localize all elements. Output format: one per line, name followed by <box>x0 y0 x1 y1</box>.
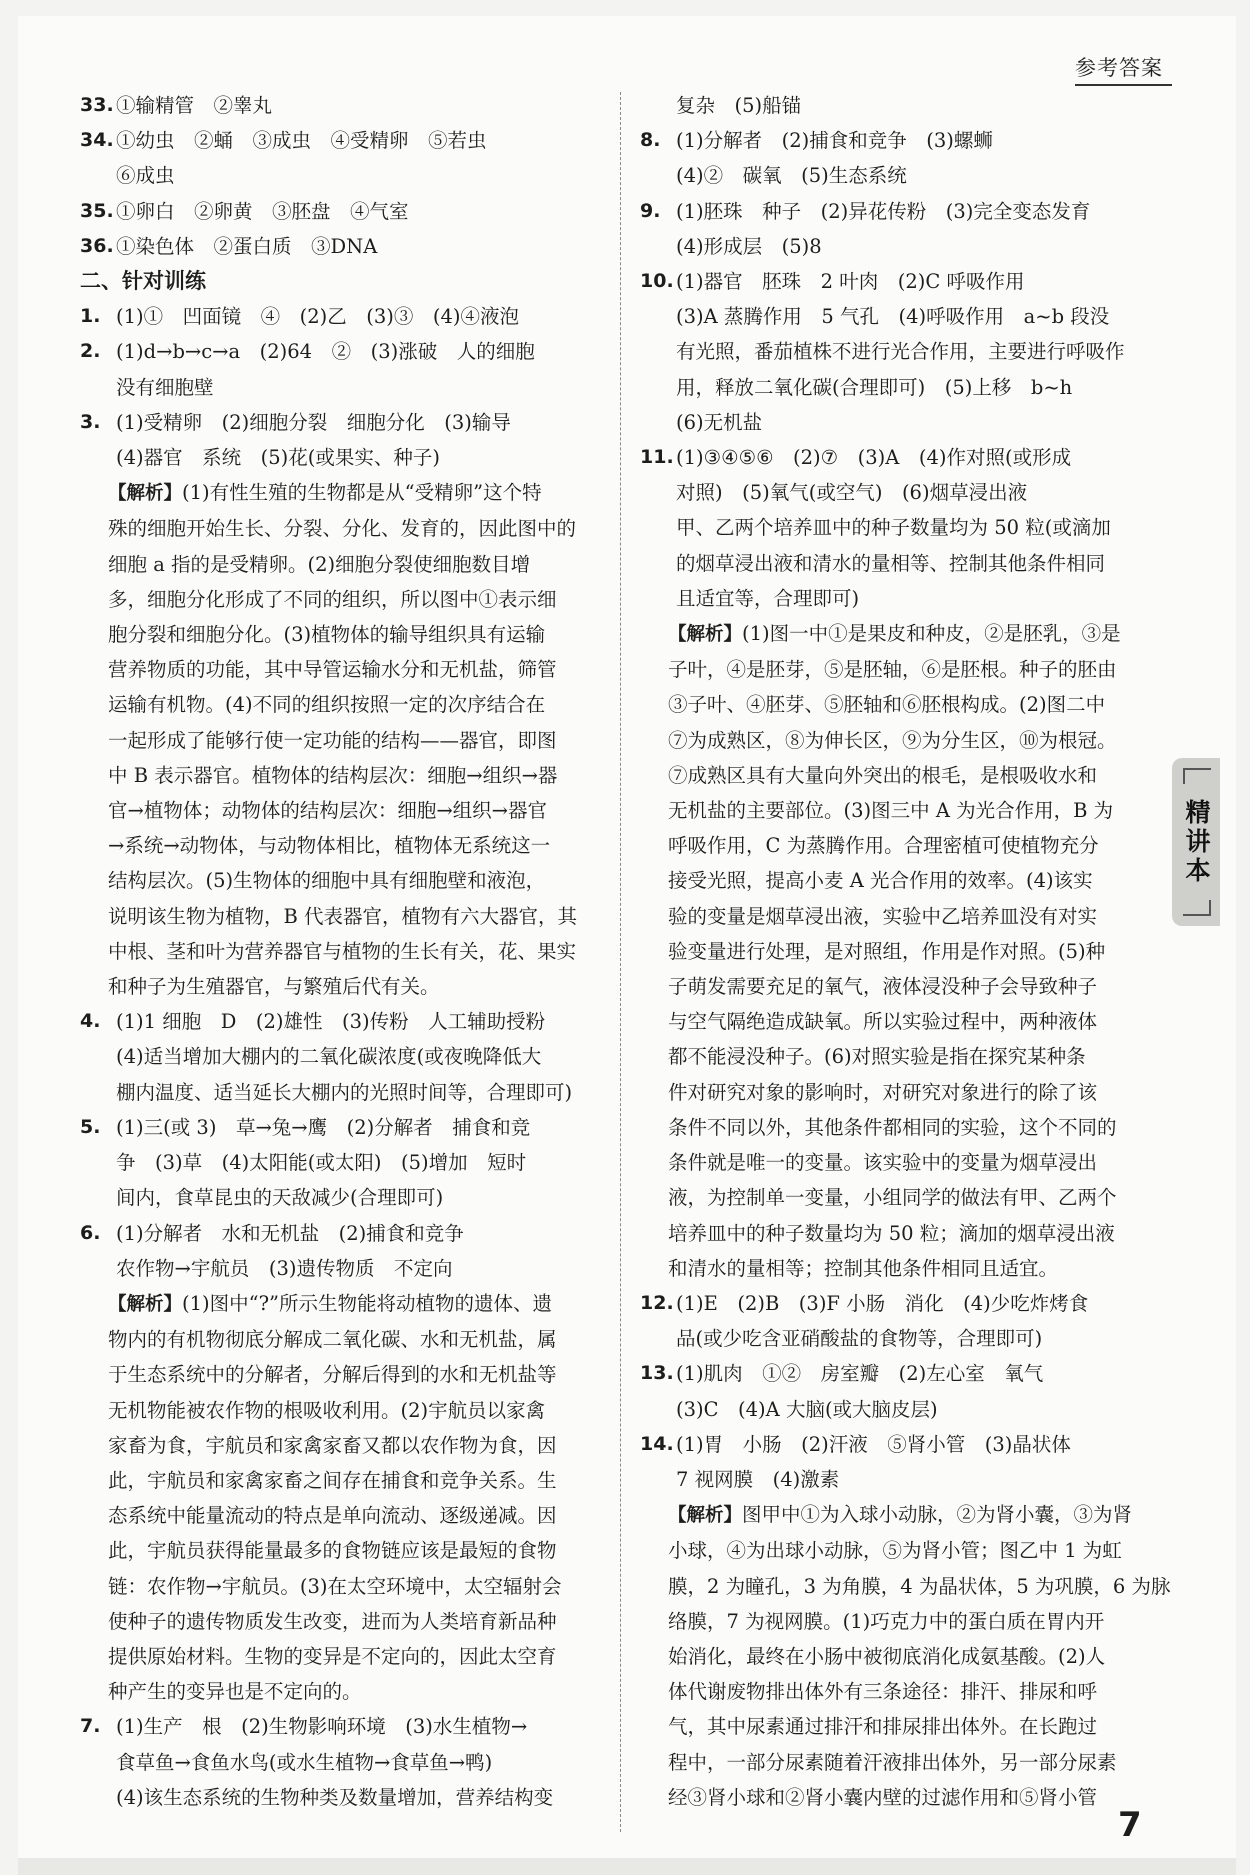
answer-number: 1. <box>80 305 101 328</box>
explanation-line: 接受光照，提高小麦 A 光合作用的效率。(4)该实 <box>668 869 1093 893</box>
answer-item <box>640 264 1160 440</box>
answer-line: 的烟草浸出液和清水的量相等、控制其他条件相同 <box>676 551 1106 575</box>
answer-number: 4. <box>80 1010 101 1033</box>
answer-line: ①输精管 ②睾丸 <box>116 94 273 117</box>
explanation-line: 殊的细胞开始生长、分裂、分化、发育的，因此图中的 <box>108 517 577 541</box>
answer-number: 33. <box>80 94 114 116</box>
answer-number: 8. <box>640 129 661 152</box>
explanation-line: 子萌发需要充足的氧气，液体浸没种子会导致种子 <box>668 975 1098 999</box>
explanation-tag: 【解析】 <box>108 483 183 505</box>
answer-line: 7 视网膜 (4)激素 <box>676 1467 840 1491</box>
explanation-line: 体代谢废物排出体外有三条途径：排汗、排尿和呼 <box>668 1680 1098 1704</box>
explanation-line <box>108 1286 605 1322</box>
answer-line: ①卵白 ②卵黄 ③胚盘 ④气室 <box>116 199 409 223</box>
explanation-line: 胞分裂和细胞分化。(3)植物体的输导组织具有运输 <box>108 623 546 647</box>
header-rule <box>1075 84 1172 86</box>
explanation-14 <box>668 1497 1171 1815</box>
answer-body <box>116 88 605 123</box>
explanation-line: 说明该生物为植物，B 代表器官，植物有六大器官，其 <box>108 904 578 928</box>
explanation-line: 一起形成了能够行使一定功能的结构——器官，即图 <box>108 728 557 752</box>
answer-line: 食草鱼→食鱼水鸟(或水生植物→食草鱼→鸭) <box>116 1750 493 1774</box>
explanation-line: 和种子为生殖器官，与繁殖后代有关。 <box>108 975 440 999</box>
answer-body <box>116 299 605 334</box>
explanation-line <box>108 475 605 511</box>
explanation-line: 验的变量是烟草浸出液，实验中乙培养皿没有对实 <box>668 904 1098 928</box>
answer-line: (6)无机盐 <box>676 410 763 434</box>
explanation-line: ⑦为成熟区，⑧为伸长区，⑨为分生区，⑩为根冠。 <box>668 728 1117 752</box>
answer-body <box>116 194 605 229</box>
side-tab-bracket-bottom <box>1183 900 1211 916</box>
explanation-text: (1)有性生殖的生物都是从“受精卵”这个特 <box>182 481 542 505</box>
answer-line: 品(或少吃含亚硝酸盐的食物等，合理即可) <box>676 1327 1043 1351</box>
explanation-line: 中根、茎和叶为营养器官与植物的生长有关，花、果实 <box>108 939 577 963</box>
explanation-line: 无机物能被农作物的根吸收利用。(2)宇航员以家禽 <box>108 1398 546 1422</box>
answer-body <box>116 1004 605 1110</box>
explanation-text: (1)图中“?”所示生物能将动植物的遗体、遗 <box>182 1291 553 1315</box>
continued-answer-7 <box>676 88 1160 123</box>
explanation-line: 和清水的量相等；控制其他条件相同且适宜。 <box>668 1256 1059 1280</box>
explanation-line: 膜，2 为瞳孔，3 为角膜，4 为晶状体，5 为巩膜，6 为脉 <box>668 1574 1171 1598</box>
explanation-6 <box>108 1286 605 1709</box>
explanation-line: 程中，一部分尿素随着汗液排出体外，另一部分尿素 <box>668 1750 1117 1774</box>
explanation-line: 营养物质的功能，其中导管运输水分和无机盐，筛管 <box>108 658 557 682</box>
answer-body <box>116 229 605 264</box>
answer-item <box>640 440 1160 616</box>
answer-number: 12. <box>640 1291 674 1314</box>
explanation-line: 种产生的变异也是不定向的。 <box>108 1680 362 1704</box>
answer-number: 34. <box>80 129 114 152</box>
answer-line: (1)胚珠 种子 (2)异花传粉 (3)完全变态发育 <box>676 199 1091 223</box>
answer-line: (4)器官 系统 (5)花(或果实、种子) <box>116 446 440 470</box>
explanation-line: 于生态系统中的分解者，分解后得到的水和无机盐等 <box>108 1363 557 1387</box>
answer-item <box>80 1216 605 1286</box>
answer-line: 用，释放二氧化碳(合理即可) (5)上移 b~h <box>676 375 1073 399</box>
explanation-line: 细胞 a 指的是受精卵。(2)细胞分裂使细胞数目增 <box>108 552 531 576</box>
answer-line: (4)该生态系统的生物种类及数量增加，营养结构变 <box>116 1785 554 1809</box>
answer-line: 争 (3)草 (4)太阳能(或太阳) (5)增加 短时 <box>116 1151 527 1175</box>
answer-line: (1)1 细胞 D (2)雄性 (3)传粉 人工辅助授粉 <box>116 1010 546 1034</box>
explanation-tag: 【解析】 <box>108 1293 183 1315</box>
explanation-line: 呼吸作用，C 为蒸腾作用。合理密植可使植物充分 <box>668 834 1099 858</box>
answer-body <box>676 1427 1160 1497</box>
answer-line: ⑥成虫 <box>116 164 175 188</box>
answer-item <box>640 1356 1160 1426</box>
explanation-line: 物内的有机物彻底分解成二氧化碳、水和无机盐，属 <box>108 1328 557 1352</box>
explanation-line: 液，为控制单一变量，小组同学的做法有甲、乙两个 <box>668 1186 1117 1210</box>
answer-item <box>80 405 605 475</box>
answer-line: (1)肌肉 ①② 房室瓣 (2)左心室 氧气 <box>676 1362 1044 1386</box>
answer-line: ①染色体 ②蛋白质 ③DNA <box>116 234 378 258</box>
page-number: 7 <box>1118 1805 1142 1845</box>
answer-line: (1)d→b→c→a (2)64 ② (3)涨破 人的细胞 <box>116 340 535 364</box>
answer-line: 没有细胞壁 <box>116 375 214 399</box>
right-column <box>640 88 1171 1815</box>
explanation-line: 链：农作物→宇航员。(3)在太空环境中，太空辐射会 <box>108 1574 562 1598</box>
explanation-line: 验变量进行处理，是对照组，作用是作对照。(5)种 <box>668 939 1106 963</box>
explanation-line: 条件就是唯一的变量。该实验中的变量为烟草浸出 <box>668 1151 1098 1175</box>
answer-line: (1)③④⑤⑥ (2)⑦ (3)A (4)作对照(或形成 <box>676 446 1072 470</box>
answer-number: 35. <box>80 199 114 222</box>
explanation-line: 态系统中能量流动的特点是单向流动、逐级递减。因 <box>108 1504 557 1528</box>
answer-body <box>116 123 605 193</box>
explanation-line: 复杂 (5)船锚 <box>676 94 802 117</box>
explanation-line: ⑦成熟区具有大量向外突出的根毛，是根吸收水和 <box>668 763 1098 787</box>
explanation-line: 经③肾小球和②肾小囊内壁的过滤作用和⑤肾小管 <box>668 1785 1098 1809</box>
explanation-text: 图甲中①为入球小动脉，②为肾小囊，③为肾 <box>742 1503 1133 1527</box>
answer-line: (1)胃 小肠 (2)汗液 ⑤肾小管 (3)晶状体 <box>676 1432 1071 1456</box>
explanation-line: →系统→动物体，与动物体相比，植物体无系统这一 <box>108 834 551 858</box>
answer-body <box>116 1709 605 1815</box>
section-title: 二、针对训练 <box>80 269 206 294</box>
answer-line: (1)E (2)B (3)F 小肠 消化 (4)少吃炸烤食 <box>676 1291 1089 1315</box>
answer-item <box>640 194 1160 264</box>
answer-body <box>116 405 605 475</box>
explanation-text: (1)图一中①是果皮和种皮，②是胚乳，③是 <box>742 622 1121 646</box>
answer-line: (3)A 蒸腾作用 5 气孔 (4)呼吸作用 a~b 段没 <box>676 305 1110 329</box>
answer-item <box>640 1286 1160 1356</box>
explanation-line: 子叶，④是胚芽，⑤是胚轴，⑥是胚根。种子的胚由 <box>668 658 1117 682</box>
explanation-line: 家畜为食，宇航员和家禽家畜又都以农作物为食，因 <box>108 1433 557 1457</box>
answer-line: 间内，食草昆虫的天敌减少(合理即可) <box>116 1186 444 1210</box>
answer-line: (3)C (4)A 大脑(或大脑皮层) <box>676 1397 938 1421</box>
answer-line: 甲、乙两个培养皿中的种子数量均为 50 粒(或滴加 <box>676 516 1111 540</box>
answer-body <box>116 1216 605 1286</box>
answer-body <box>676 264 1160 440</box>
answer-item <box>80 1709 605 1815</box>
explanation-line: 条件不同以外，其他条件都相同的实验，这个不同的 <box>668 1115 1117 1139</box>
explanation-line: 运输有机物。(4)不同的组织按照一定的次序结合在 <box>108 693 546 717</box>
answer-body <box>676 1286 1160 1356</box>
answer-line: (1)三(或 3) 草→兔→鹰 (2)分解者 捕食和竞 <box>116 1115 531 1139</box>
answer-line: (1)分解者 (2)捕食和竞争 (3)螺蛳 <box>676 129 993 153</box>
explanation-line <box>668 616 1160 652</box>
answer-line: 对照) (5)氧气(或空气) (6)烟草浸出液 <box>676 481 1028 505</box>
explanation-line: 件对研究对象的影响时，对研究对象进行的除了该 <box>668 1080 1098 1104</box>
answer-number: 36. <box>80 234 114 257</box>
column-divider <box>620 92 621 1832</box>
header-label: 参考答案 <box>1075 56 1163 80</box>
explanation-tag: 【解析】 <box>668 624 743 646</box>
answer-item <box>80 1004 605 1110</box>
answer-body <box>676 440 1160 616</box>
explanation-line: 气，其中尿素通过排汗和排尿排出体外。在长跑过 <box>668 1715 1098 1739</box>
explanation-line: 多，细胞分化形成了不同的组织，所以图中①表示细 <box>108 587 557 611</box>
answer-number: 5. <box>80 1115 101 1138</box>
explanation-line: ③子叶、④胚芽、⑤胚轴和⑥胚根构成。(2)图二中 <box>668 693 1106 717</box>
explanation-tag: 【解析】 <box>668 1505 743 1527</box>
explanation-line <box>668 1497 1160 1533</box>
answer-line: (1)受精卵 (2)细胞分裂 细胞分化 (3)输导 <box>116 410 511 434</box>
answer-line: 且适宜等，合理即可) <box>676 586 860 610</box>
answer-item <box>80 123 605 193</box>
answer-line: (4)② 碳氧 (5)生态系统 <box>676 164 907 188</box>
explanation-line: 无机盐的主要部位。(3)图三中 A 为光合作用，B 为 <box>668 799 1114 823</box>
answer-number: 2. <box>80 340 101 363</box>
answer-item <box>80 194 605 229</box>
explanation-line: 官→植物体；动物体的结构层次：细胞→组织→器官 <box>108 799 548 823</box>
answer-item <box>640 123 1160 193</box>
bottom-edge <box>18 1858 1236 1875</box>
explanation-11 <box>668 616 1160 1286</box>
answer-number: 3. <box>80 410 101 433</box>
answer-line: (4)形成层 (5)8 <box>676 234 822 258</box>
answer-body <box>676 123 1160 193</box>
answer-item <box>640 1427 1160 1497</box>
explanation-line: 小球，④为出球小动脉，⑤为肾小管；图乙中 1 为虹 <box>668 1539 1122 1563</box>
answer-item <box>80 299 605 334</box>
answer-line: (1)分解者 水和无机盐 (2)捕食和竞争 <box>116 1221 464 1245</box>
side-tab-bracket-top <box>1183 768 1211 784</box>
answer-body <box>116 334 605 404</box>
answer-number: 10. <box>640 270 674 293</box>
answer-item <box>80 229 605 264</box>
explanation-line: 中 B 表示器官。植物体的结构层次：细胞→组织→器 <box>108 763 558 787</box>
answer-line: (1)① 凹面镜 ④ (2)乙 (3)③ (4)④液泡 <box>116 305 519 329</box>
answer-number: 11. <box>640 446 674 469</box>
explanation-line: 提供原始材料。生物的变异是不定向的，因此太空育 <box>108 1644 557 1668</box>
answer-number: 14. <box>640 1432 674 1455</box>
answer-line: ①幼虫 ②蛹 ③成虫 ④受精卵 ⑤若虫 <box>116 129 487 153</box>
explanation-line: 都不能浸没种子。(6)对照实验是指在探究某种条 <box>668 1045 1086 1069</box>
answer-line: 农作物→宇航员 (3)遗传物质 不定向 <box>116 1256 453 1280</box>
answer-line: (1)器官 胚珠 2 叶肉 (2)C 呼吸作用 <box>676 270 1025 294</box>
answer-item <box>80 88 605 123</box>
answer-number: 6. <box>80 1221 101 1244</box>
answer-item <box>80 1110 605 1216</box>
answer-item <box>80 334 605 404</box>
explanation-line: 络膜，7 为视网膜。(1)巧克力中的蛋白质在胃内开 <box>668 1609 1105 1633</box>
answer-body <box>116 1110 605 1216</box>
explanation-line: 结构层次。(5)生物体的细胞中具有细胞壁和液泡， <box>108 869 546 893</box>
answer-line: 有光照，番茄植株不进行光合作用，主要进行呼吸作 <box>676 340 1125 364</box>
explanation-line: 使种子的遗传物质发生改变，进而为人类培育新品种 <box>108 1609 557 1633</box>
explanation-line: 培养皿中的种子数量均为 50 粒；滴加的烟草浸出液 <box>668 1221 1115 1245</box>
explanation-line: 与空气隔绝造成缺氧。所以实验过程中，两种液体 <box>668 1010 1098 1034</box>
explanation-line: 始消化，最终在小肠中被彻底消化成氨基酸。(2)人 <box>668 1644 1106 1668</box>
side-tab-label: 精讲本 <box>1182 798 1211 886</box>
answer-number: 13. <box>640 1362 674 1385</box>
explanation-line: 此，宇航员和家禽家畜之间存在捕食和竞争关系。生 <box>108 1468 557 1492</box>
answer-body <box>676 194 1160 264</box>
left-column <box>80 88 605 1815</box>
answer-body <box>676 1356 1160 1426</box>
answer-number: 9. <box>640 199 661 222</box>
answer-line: 棚内温度、适当延长大棚内的光照时间等，合理即可) <box>116 1080 573 1104</box>
explanation-line: 此，宇航员获得能量最多的食物链应该是最短的食物 <box>108 1539 557 1563</box>
explanation-3 <box>108 475 605 1004</box>
answer-number: 7. <box>80 1715 101 1738</box>
answer-line: (1)生产 根 (2)生物影响环境 (3)水生植物→ <box>116 1715 528 1739</box>
answer-line: (4)适当增加大棚内的二氧化碳浓度(或夜晚降低大 <box>116 1045 542 1069</box>
